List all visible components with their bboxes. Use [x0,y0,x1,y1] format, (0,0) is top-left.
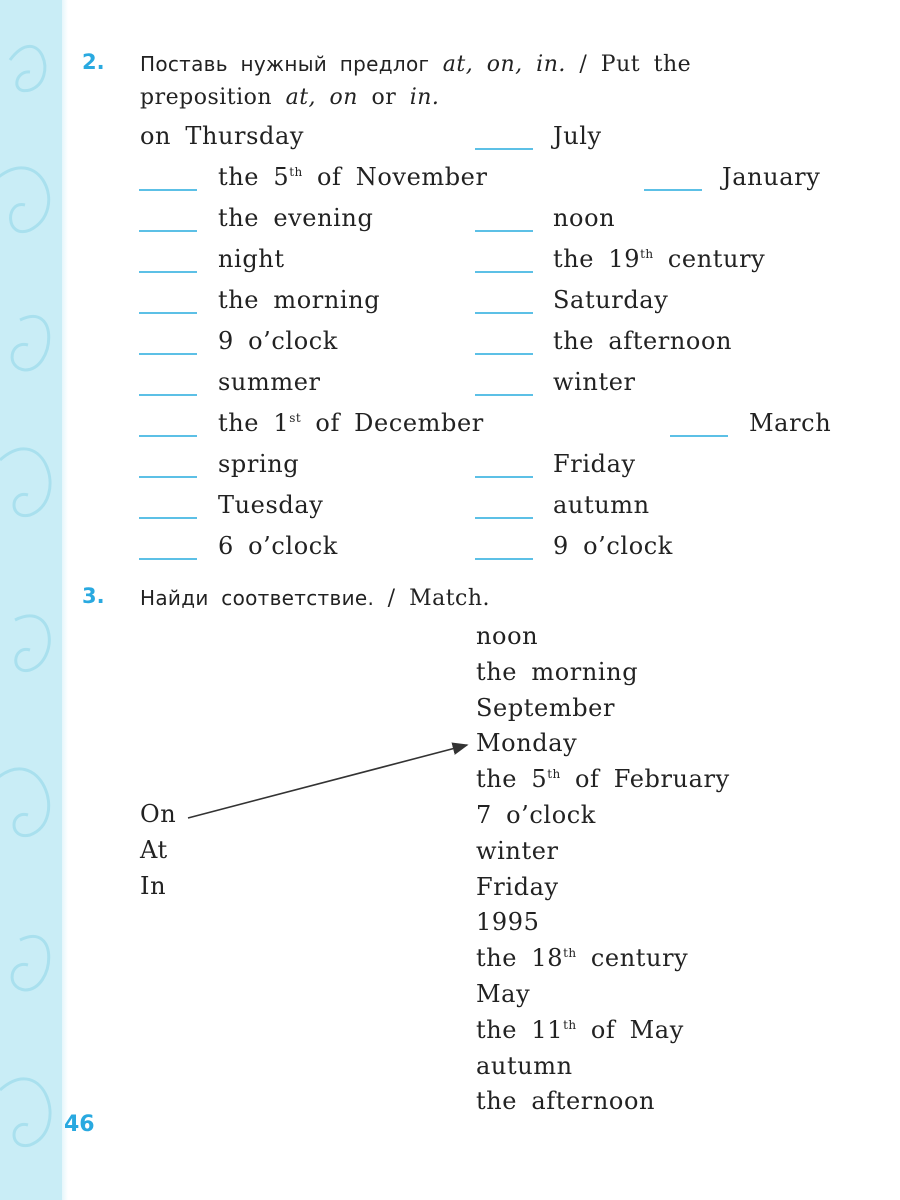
item-text: winter [553,368,636,396]
phrase-right [553,450,636,478]
item-text-rest: century [576,944,689,973]
swirl-pattern-icon [0,0,62,1200]
item-text: March [749,409,832,437]
item-text: Monday [476,729,578,758]
item-text: the morning [218,286,381,314]
word-at-2: at, [285,85,317,110]
item-text: Friday [553,450,636,478]
exercise-2-number: 2. [82,50,105,74]
item-text: noon [553,204,616,232]
match-item [476,1052,573,1080]
ordinal-suffix: th [289,165,303,179]
answer-blank[interactable] [475,558,533,560]
item-text: the 5 [476,765,548,794]
item-text: the afternoon [476,1087,656,1116]
answer-blank[interactable] [475,271,533,273]
decorative-side-strip [0,0,62,1200]
word-or: or [371,85,397,110]
phrase-left [218,450,299,478]
phrase-left [218,245,285,273]
phrase-right [553,286,668,314]
item-text: the 11 [476,1015,564,1044]
phrase-left [218,163,488,191]
item-text-rest: of December [301,409,484,437]
match-item [476,729,577,757]
page-gutter-shade [62,0,68,1200]
item-text-rest: of November [302,163,488,191]
word-on: on, [486,52,523,77]
ordinal-suffix: th [640,247,654,261]
answer-blank[interactable] [475,230,533,232]
item-text: May [476,980,531,1008]
item-text: noon [476,622,539,650]
item-text: the afternoon [553,327,733,355]
phrase-right [553,327,732,355]
instruction-ru: Поставь нужный предлог [140,52,430,76]
item-text: night [218,245,285,273]
item-text: 7 o’clock [476,801,596,829]
match-item [476,622,538,650]
ordinal-suffix: th [563,946,577,961]
item-text: the 18 [476,944,564,973]
phrase-right [749,409,831,437]
answer-blank[interactable] [139,394,197,396]
word-on-2: on [329,85,358,110]
answer-blank[interactable] [139,435,197,437]
phrase-left [218,491,323,519]
match-item [476,1087,655,1115]
item-text: September [476,693,616,722]
separator-3: / [387,586,396,611]
phrase-right [553,368,636,396]
phrase-right [553,245,765,273]
page-number: 46 [64,1112,95,1137]
exercise-3-number: 3. [82,584,105,608]
exercise-2-instruction [140,48,840,114]
item-text: 9 o’clock [553,532,673,560]
answer-blank[interactable] [670,435,728,437]
answer-blank[interactable] [475,394,533,396]
phrase-right [553,122,602,150]
answer-blank[interactable] [139,353,197,355]
item-text-rest: of February [560,765,730,794]
word-in-2: in. [409,85,440,110]
item-text: 9 o’clock [218,327,338,355]
item-text: the evening [218,204,374,232]
item-text: Saturday [553,286,669,314]
answer-blank[interactable] [644,189,702,191]
match-item [476,801,596,829]
answer-blank[interactable] [139,189,197,191]
item-text: Friday [476,872,559,901]
match-item [476,980,530,1008]
phrase-left [218,409,484,437]
separator: / [579,52,588,77]
arrow-line [188,745,467,818]
preposition-on[interactable]: On [140,800,177,828]
answer-blank[interactable] [139,558,197,560]
phrase-left [218,532,338,560]
phrase-right [553,491,650,519]
item-text: the 19 [553,245,641,273]
answer-blank[interactable] [139,517,197,519]
answer-blank[interactable] [475,517,533,519]
phrase-left [218,327,338,355]
match-item [476,1016,684,1044]
answer-blank[interactable] [139,271,197,273]
match-item [476,873,559,901]
item-text: January [722,163,821,191]
match-item [476,765,730,793]
item-text: summer [218,368,321,396]
item-text: the 5 [218,163,290,191]
phrase-right [553,204,615,232]
answer-blank[interactable] [475,476,533,478]
exercise-3-instruction [140,582,840,615]
item-text: spring [218,450,300,478]
phrase-left [218,368,321,396]
ordinal-suffix: th [547,767,561,782]
answer-blank[interactable] [139,476,197,478]
item-text: 6 o’clock [218,532,338,560]
match-item [476,694,615,722]
instruction-en-1: Put the [600,52,692,77]
answer-blank[interactable] [475,312,533,314]
item-text: the 1 [218,409,290,437]
preposition-in[interactable]: In [140,871,167,900]
phrase-left [218,286,380,314]
answer-blank[interactable] [475,353,533,355]
match-item [476,908,539,936]
answer-blank[interactable] [139,312,197,314]
instruction-ru-3: Найди соответствие. [140,586,375,610]
instruction-en-2: preposition [140,85,273,110]
phrase-right [553,532,673,560]
item-text: 1995 [476,908,540,937]
match-item [476,837,559,865]
item-text-rest: of May [576,1015,684,1044]
example-row: on Thursday [140,122,305,150]
match-item [476,944,688,972]
item-text: winter [476,836,559,865]
item-text: autumn [476,1051,573,1080]
item-text: July [553,122,602,150]
word-at: at, [442,52,474,77]
answer-blank[interactable] [139,230,197,232]
ordinal-suffix: st [289,411,302,425]
instruction-en-3: Match. [409,586,491,611]
phrase-left [218,204,373,232]
answer-blank[interactable] [475,148,533,150]
preposition-at[interactable]: At [140,835,168,864]
item-text: Tuesday [218,491,324,519]
ordinal-suffix: th [563,1017,577,1032]
match-item [476,658,638,686]
phrase-right [722,163,820,191]
word-in: in. [536,52,566,77]
item-text-rest: century [653,245,766,273]
item-text: autumn [553,491,650,519]
item-text: the morning [476,657,639,686]
